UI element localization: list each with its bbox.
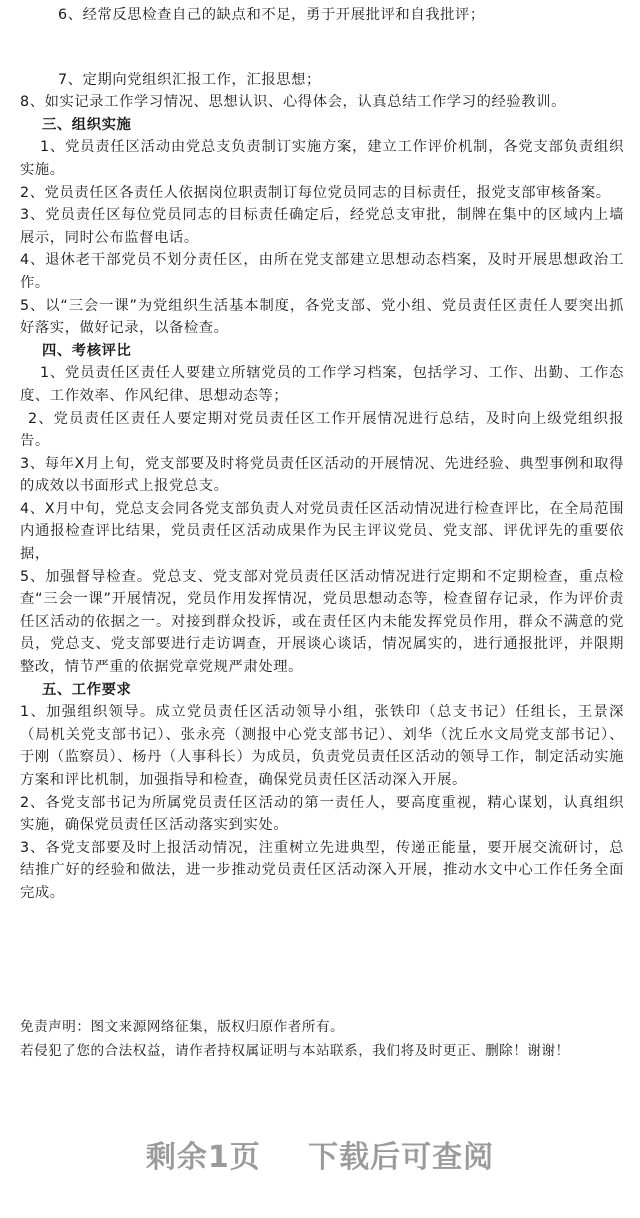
item-7: 7、定期向党组织汇报工作，汇报思想； bbox=[58, 71, 321, 88]
remaining-pages-label: 剩余1页 bbox=[145, 1140, 261, 1175]
item-6: 6、经常反思检查自己的缺点和不足，勇于开展批评和自我批评； bbox=[58, 7, 485, 23]
list-item: 3、党员责任区每位党员同志的目标责任确定后，经党总支审批，制牌在集中的区域内上墙展示，同时公布监督电话。 bbox=[20, 207, 624, 246]
list-item: 3、每年X月上旬，党支部要及时将党员责任区活动的开展情况、先进经验、典型事例和取得的成效以书面形式上报党总支。 bbox=[20, 455, 624, 495]
list-item: 4、退休老干部党员不划分责任区，由所在党支部建立思想动态档案，及时开展思想政治工作。 bbox=[20, 252, 624, 291]
document-body bbox=[20, 4, 624, 905]
list-item: 1、党员责任区责任人要建立所辖党员的工作学习档案，包括学习、工作、出勤、工作态度、工作效率、作风纪律、思想动态等； bbox=[20, 365, 624, 404]
list-item: 1、加强组织领导。成立党员责任区活动领导小组，张铁印（总支书记）任组长，王景深（局机关党支部书记）、张永亮（测报中心党支部书记）、刘华（沈丘水文局党支部书记）、于刚（监察员）、杨丹（人事科长）为成员，负责党员责任区活动的领导工作，制定活动实施方案和评比机制，加强指导和检查，确保党员责任区活动深入开展。 bbox=[20, 704, 624, 788]
list-item: 5、加强督导检查。党总支、党支部对党员责任区活动情况进行定期和不定期检查，重点检查“三会一课”开展情况，党员作用发挥情况，党员思想动态等，检查留存记录，作为评价责任区活动的依据之一。对接到群众投诉，或在责任区内未能发挥党员作用，群众不满意的党员，党总支、党支部要进行走访调查，开展谈心谈话，情况属实的，进行通报批评，并限期整改，情节严重的依据党章党规严肃处理。 bbox=[20, 568, 624, 676]
disclaimer bbox=[20, 1015, 570, 1063]
list-item: 2、各党支部书记为所属党员责任区活动的第一责任人，要高度重视，精心谋划，认真组织实施，确保党员责任区活动落实到实处。 bbox=[20, 794, 624, 834]
section-heading-organize: 三、组织实施 bbox=[42, 116, 132, 133]
list-item: 2、党员责任区责任人要定期对党员责任区工作开展情况进行总结，及时向上级党组织报告。 bbox=[20, 410, 624, 450]
list-item: 4、X月中旬，党总支会同各党支部负责人对党员责任区活动情况进行检查评比，在全局范围内通报检查评比结果，党员责任区活动成果作为民主评议党员、党支部、评优评先的重要依据， bbox=[20, 500, 624, 563]
list-item: 1、党员责任区活动由党总支负责制订实施方案，建立工作评价机制，各党支部负责组织实施。 bbox=[20, 139, 624, 178]
item-8: 8、如实记录工作学习情况、思想认识、心得体会，认真总结工作学习的经验教训。 bbox=[20, 94, 566, 111]
list-item: 5、以“三会一课”为党组织生活基本制度，各党支部、党小组、党员责任区责任人要突出抓好落实，做好记录，以备检查。 bbox=[20, 297, 624, 337]
blank-space bbox=[20, 27, 624, 69]
section-heading-requirements: 五、工作要求 bbox=[42, 681, 132, 698]
list-item: 2、党员责任区各责任人依据岗位职责制订每位党员同志的目标责任，报党支部审核备案。 bbox=[20, 184, 611, 201]
disclaimer-line: 免责声明：图文来源网络征集，版权归原作者所有。 bbox=[20, 1019, 345, 1035]
disclaimer-line: 若侵犯了您的合法权益，请作者持权属证明与本站联系，我们将及时更正、删除！谢谢！ bbox=[20, 1043, 570, 1059]
download-to-view-label[interactable]: 下载后可查阅 bbox=[308, 1140, 495, 1175]
list-item: 3、各党支部要及时上报活动情况，注重树立先进典型，传递正能量，要开展交流研讨，总结推广好的经验和做法，进一步推动党员责任区活动深入开展，推动水文中心工作任务全面完成。 bbox=[20, 839, 624, 901]
download-banner[interactable] bbox=[0, 1132, 640, 1176]
section-heading-evaluation: 四、考核评比 bbox=[42, 342, 132, 359]
